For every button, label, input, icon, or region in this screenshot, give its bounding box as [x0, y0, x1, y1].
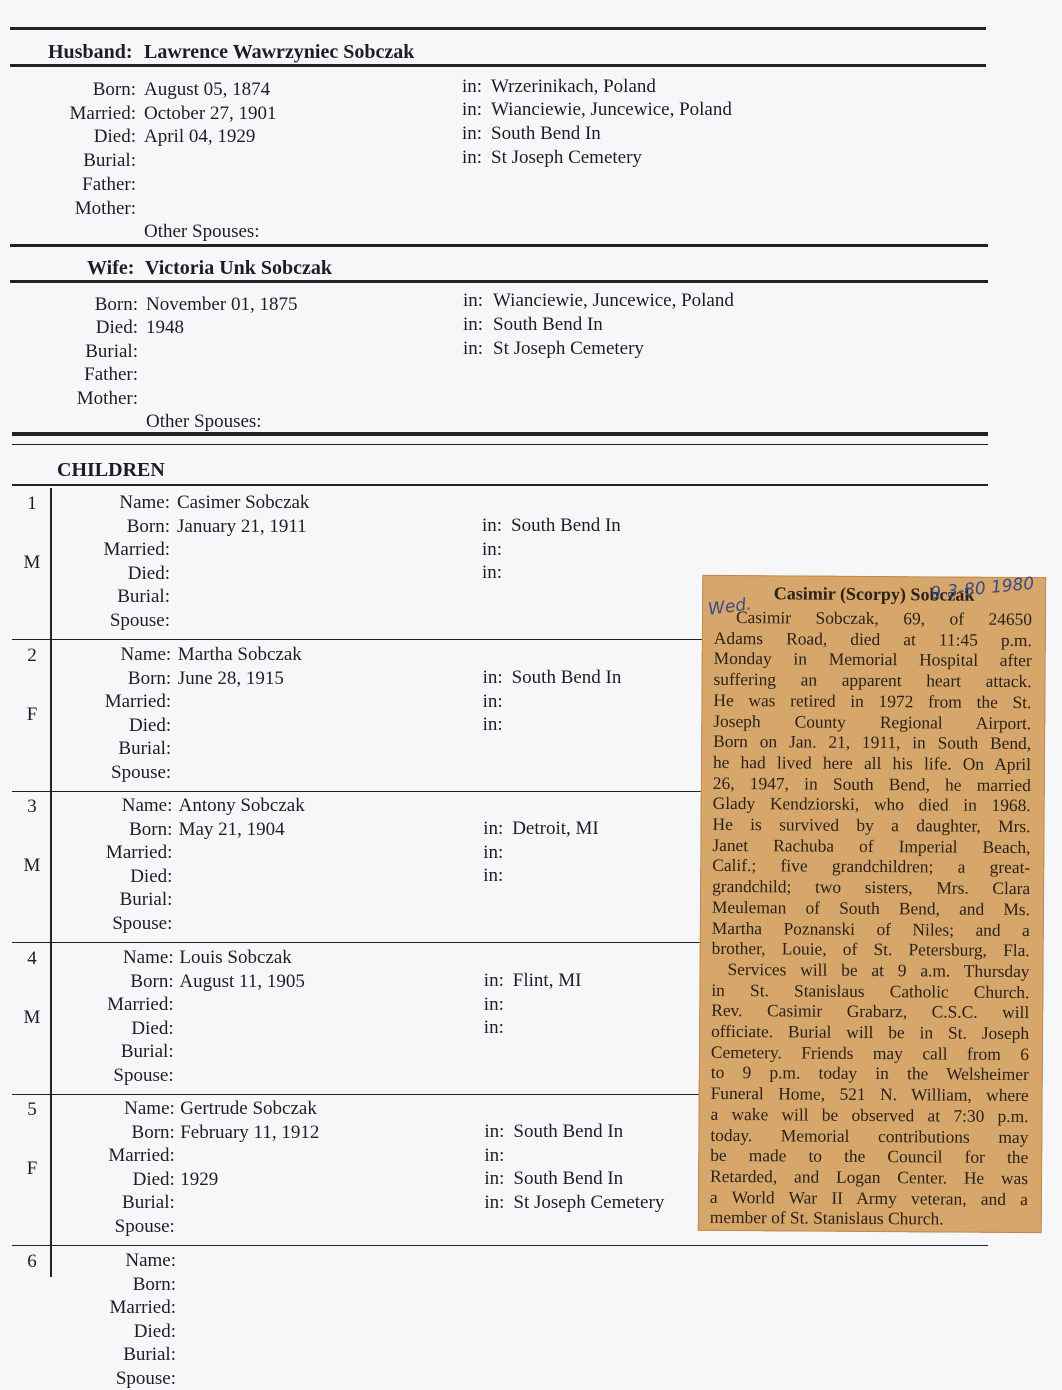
child-married-label: Married:: [107, 994, 174, 1016]
clipping-line: he had lived here all his life. On April: [712, 751, 1032, 775]
husband-other-spouses: Other Spouses:: [144, 221, 260, 242]
clipping-line: Joseph County Regional Airport.: [713, 710, 1032, 733]
child-in-label: in:: [483, 841, 504, 863]
clipping-line: Adams Road, died at 11:45 p.m.: [713, 627, 1032, 650]
child-burial-label: Burial:: [120, 1041, 174, 1063]
child-number: 5: [27, 1099, 37, 1120]
child-number: 2: [27, 645, 37, 666]
child-sex: F: [26, 704, 38, 725]
child-born-place: Flint, MI: [512, 970, 582, 991]
child-name-value: Louis Sobczak: [179, 947, 292, 968]
wife-died-value: 1948: [146, 317, 184, 338]
clipping-line: a World War II Army veteran, and a: [709, 1186, 1029, 1209]
husband-married-in: in:: [462, 99, 483, 120]
child-born-label: Born:: [129, 818, 173, 840]
wife-name: Victoria Unk Sobczak: [145, 257, 333, 279]
child-died-label: Died:: [127, 562, 170, 584]
child-spouse-label: Spouse:: [114, 1216, 175, 1237]
wife-born-value: November 01, 1875: [146, 294, 298, 315]
child-in-label: in:: [483, 1017, 504, 1039]
husband-died-in: in:: [462, 123, 483, 144]
wife-died-label: Died:: [95, 317, 138, 338]
child-sex: M: [23, 552, 41, 573]
child-row-separator: [12, 1245, 988, 1247]
clipping-line: 26, 1947, in South Bend, he married: [712, 772, 1031, 795]
clipping-line: be made to the Council for the: [710, 1145, 1029, 1168]
child-in-label: in:: [482, 562, 503, 584]
clipping-line: Funeral Home, 521 N. William, where: [710, 1083, 1029, 1106]
husband-name: Lawrence Wawrzyniec Sobczak: [144, 41, 415, 63]
clipping-line: Cemetery. Friends may call from 6: [710, 1041, 1030, 1064]
child-number: 3: [27, 796, 37, 817]
clipping-title: Casimir (Scorpy) Sobczak: [773, 583, 975, 605]
child-row-divider: [50, 943, 52, 1095]
child-spouse-label: Spouse:: [109, 610, 170, 631]
husband-born-value: August 05, 1874: [144, 79, 271, 100]
husband-father-label: Father:: [82, 174, 136, 195]
clipping-line: a wake will be observed at 7:30 p.m.: [710, 1103, 1029, 1126]
child-number: 4: [27, 948, 37, 969]
wife-label: Wife:: [87, 257, 135, 279]
child-in-label: in:: [483, 865, 504, 887]
clipping-line: Meuleman of South Bend, and Ms.: [711, 896, 1031, 919]
husband-burial-label: Burial:: [83, 150, 136, 171]
clipping-line: today. Memorial contributions may: [710, 1124, 1029, 1147]
wife-burial-in: in:: [463, 338, 484, 359]
husband-married-place: Wianciewie, Juncewice, Poland: [491, 99, 732, 120]
child-burial-label: Burial:: [119, 889, 173, 911]
child-died-label: Died:: [131, 1017, 174, 1039]
wife-born-label: Born:: [94, 294, 138, 315]
child-born-place: South Bend In: [511, 515, 621, 536]
child-married-label: Married:: [104, 691, 172, 713]
child-married-label: Married:: [108, 1145, 175, 1167]
child-row-divider: [50, 1246, 52, 1277]
child-born-label: Born:: [131, 1121, 175, 1143]
child-died-label: Died:: [130, 865, 173, 887]
child-in-label: in:: [484, 1144, 505, 1166]
husband-label: Husband:: [48, 41, 133, 63]
husband-died-place: South Bend In: [491, 123, 601, 144]
child-born-value: May 21, 1904: [178, 818, 285, 840]
clipping-line: suffering an apparent heart attack.: [713, 668, 1032, 692]
clipping-line: He is survived by a daughter, Mrs.: [712, 813, 1031, 837]
husband-burial-place: St Joseph Cemetery: [491, 147, 642, 168]
clipping-line: Born on Jan. 21, 1911, in South Bend,: [713, 731, 1032, 754]
clipping-line: to 9 p.m. today in the Welsheimer: [710, 1062, 1029, 1085]
child-born-place: South Bend In: [513, 1121, 624, 1142]
child-sex: M: [23, 1007, 41, 1028]
husband-born-place: Wrzerinikach, Poland: [491, 76, 656, 97]
child-number: 6: [27, 1251, 37, 1272]
child-died-value: 1929: [180, 1168, 219, 1190]
clipping-line: Glady Kendziorski, who died in 1968.: [712, 793, 1031, 816]
child-born-label: Born:: [126, 515, 170, 537]
child-born-value: January 21, 1911: [177, 515, 307, 537]
child-born-label: Born:: [132, 1273, 176, 1295]
clipping-line: in St. Stanislaus Catholic Church.: [711, 979, 1030, 1002]
obituary-clipping: [698, 575, 1047, 1233]
child-row-divider: [50, 791, 52, 943]
wife-burial-place: St Joseph Cemetery: [493, 338, 644, 359]
child-in-label: in:: [483, 970, 504, 991]
clipping-line: Martha Poznanski of Niles; and a: [711, 917, 1030, 940]
child-born-value: June 28, 1915: [177, 667, 284, 689]
child-row-divider: [50, 488, 52, 640]
child-burial-label: Burial:: [117, 586, 170, 608]
husband-mother-label: Mother:: [74, 198, 136, 219]
husband-burial-in: in:: [462, 147, 483, 168]
child-burial-label: Burial:: [118, 738, 172, 760]
child-married-label: Married:: [109, 1297, 176, 1319]
wife-other-spouses: Other Spouses:: [146, 411, 262, 432]
child-in-label: in:: [482, 538, 503, 560]
child-name-label: Name:: [120, 644, 172, 665]
husband-born-label: Born:: [92, 79, 136, 100]
child-born-label: Born:: [127, 667, 172, 689]
clipping-body: [710, 607, 1032, 1230]
child-row-divider: [50, 1094, 52, 1246]
husband-married-label: Married:: [69, 103, 136, 124]
wife-burial-label: Burial:: [85, 341, 138, 362]
clipping-line: Janet Rachuba of Imperial Beach,: [712, 834, 1031, 857]
child-name-value: Casimer Sobczak: [177, 492, 310, 513]
child-in-label: in:: [482, 690, 503, 712]
clipping-line: member of St. Stanislaus Church.: [709, 1207, 944, 1229]
child-name-label: Name:: [125, 1250, 176, 1271]
child-died-label: Died:: [133, 1320, 176, 1342]
clipping-line: He was retired in 1972 from the St.: [713, 689, 1032, 712]
clipping-line: grandchild; two sisters, Mrs. Clara: [712, 876, 1031, 899]
child-born-value: August 11, 1905: [179, 970, 305, 992]
husband-died-value: April 04, 1929: [144, 126, 256, 147]
child-name-value: Gertrude Sobczak: [180, 1098, 317, 1119]
child-in-label: in:: [482, 515, 503, 536]
child-name-value: Martha Sobczak: [177, 644, 302, 665]
child-spouse-label: Spouse:: [113, 1065, 174, 1086]
child-in-label: in:: [482, 714, 503, 736]
child-spouse-label: Spouse:: [112, 913, 173, 934]
child-spouse-label: Spouse:: [111, 762, 172, 783]
child-in-label: in:: [483, 818, 504, 839]
child-sex: F: [26, 1158, 38, 1179]
clipping-line: Rev. Casimir Grabarz, C.S.C. will: [711, 1000, 1030, 1023]
child-born-value: February 11, 1912: [180, 1121, 320, 1143]
child-burial-place: St Joseph Cemetery: [513, 1191, 665, 1213]
clipping-line: Casimir Sobczak, 69, of 24650: [735, 607, 1033, 630]
child-number: 1: [27, 493, 37, 514]
clipping-line: officiate. Burial will be in St. Joseph: [711, 1020, 1030, 1044]
clipping-note-left: Wed.: [706, 594, 753, 620]
child-burial-label: Burial:: [123, 1344, 176, 1366]
child-in-label: in:: [483, 993, 504, 1015]
child-spouse-label: Spouse:: [115, 1368, 176, 1389]
husband-married-value: October 27, 1901: [144, 103, 277, 124]
child-married-label: Married:: [103, 539, 170, 561]
child-born-label: Born:: [130, 970, 174, 992]
wife-died-place: South Bend In: [493, 314, 603, 335]
clipping-line: Services will be at 9 a.m. Thursday: [727, 958, 1030, 982]
children-heading: CHILDREN: [57, 459, 165, 481]
child-in-label: in:: [484, 1168, 505, 1190]
child-born-place: Detroit, MI: [512, 818, 599, 839]
child-name-label: Name:: [119, 492, 170, 513]
husband-born-in: in:: [462, 76, 483, 97]
child-died-label: Died:: [132, 1168, 175, 1190]
child-in-label: in:: [484, 1121, 505, 1142]
child-sex: M: [23, 855, 41, 876]
child-died-place: South Bend In: [513, 1168, 624, 1190]
wife-father-label: Father:: [84, 364, 138, 385]
wife-born-in: in:: [463, 290, 484, 311]
child-married-label: Married:: [105, 842, 173, 864]
child-in-label: in:: [484, 1191, 505, 1213]
husband-died-label: Died:: [93, 126, 136, 147]
wife-mother-label: Mother:: [76, 388, 138, 409]
child-name-label: Name:: [124, 1098, 175, 1119]
child-name-label: Name:: [122, 947, 174, 968]
child-name-label: Name:: [121, 795, 173, 816]
child-name-value: Antony Sobczak: [178, 795, 305, 816]
clipping-line: Retarded, and Logan Center. He was: [710, 1165, 1029, 1189]
clipping-line: brother, Louie, of St. Petersburg, Fla.: [711, 938, 1030, 961]
clipping-line: Monday in Memorial Hospital after: [713, 648, 1032, 671]
clipping-note-right: 9-3-80 1980: [929, 573, 1036, 604]
wife-born-place: Wianciewie, Juncewice, Poland: [493, 290, 734, 311]
child-died-label: Died:: [128, 714, 172, 736]
child-in-label: in:: [482, 667, 503, 688]
child-born-place: South Bend In: [511, 667, 622, 688]
child-row-divider: [50, 640, 52, 792]
child-burial-label: Burial:: [122, 1192, 175, 1214]
clipping-line: Calif.; five grandchildren; a great-: [712, 855, 1031, 878]
wife-died-in: in:: [463, 314, 484, 335]
